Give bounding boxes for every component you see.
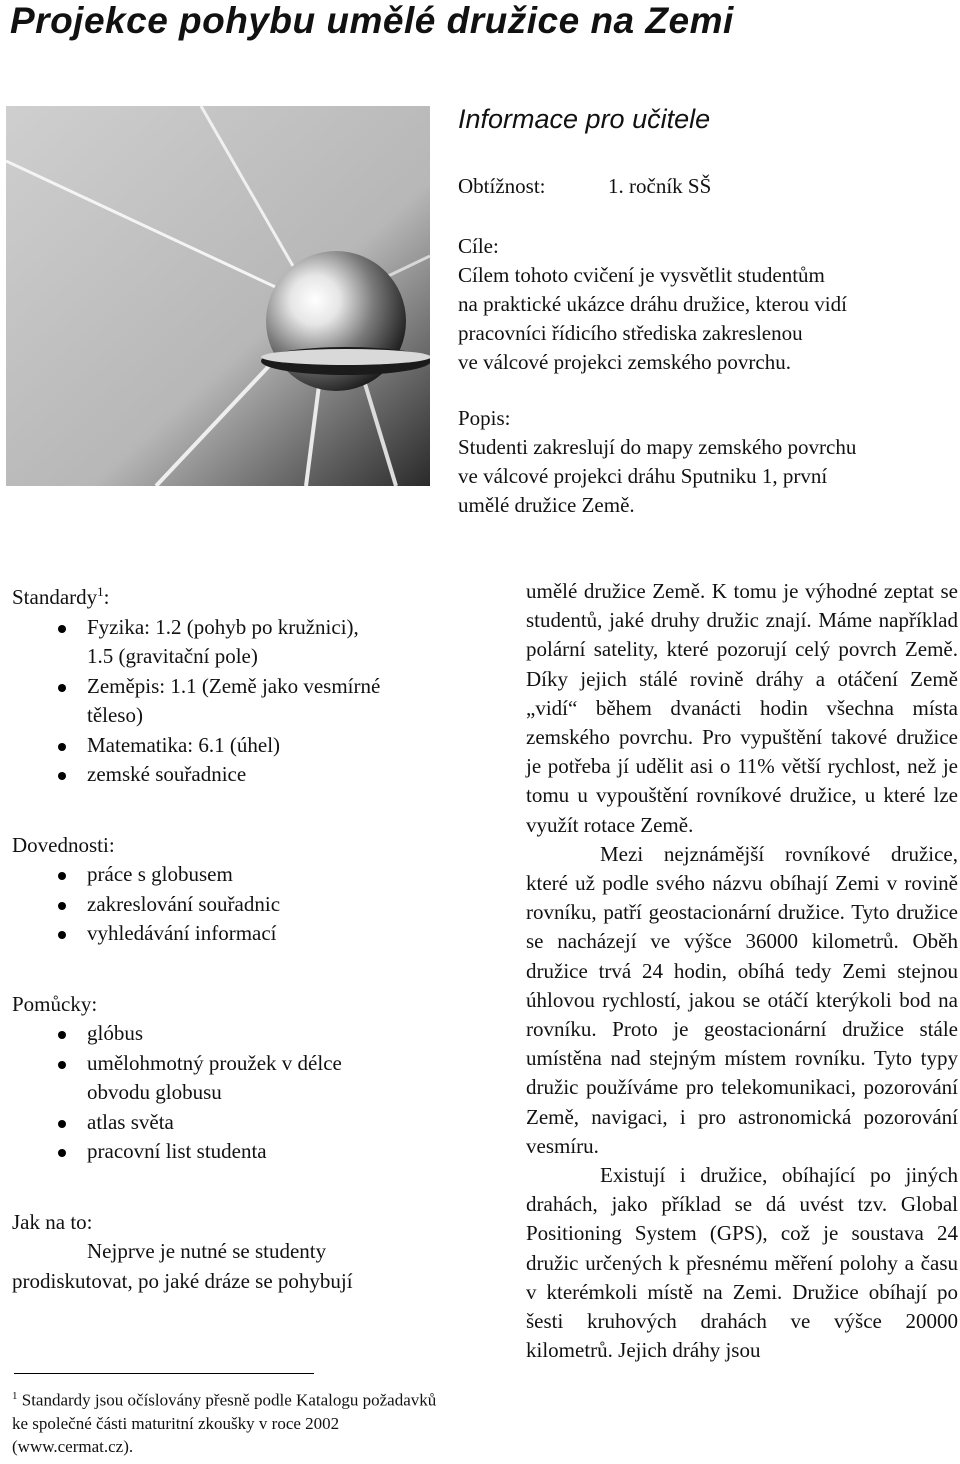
list-item: zemské souřadnice — [12, 760, 452, 790]
standards-heading-text: Standardy — [12, 585, 98, 609]
standards-colon: : — [103, 585, 110, 609]
tools-list — [12, 1019, 452, 1167]
paragraph: Existují i družice, obíhající po jiných drahách, jako příklad se dá uvést tzv. Global Positioning System (GPS), což je soustava 24 družic určených k přesnému měření polohy a času v kterémkoli místě na Zemi. Družice obíhají po šesti kruhových drahách ve výšce 20000 kilometrů. Jejich dráhy jsou — [526, 1163, 958, 1363]
list-item: vyhledávání informací — [12, 919, 452, 949]
standards-heading — [12, 577, 452, 613]
skills-heading: Dovednosti: — [12, 832, 115, 857]
howto-heading: Jak na to: — [12, 1209, 93, 1234]
sputnik-photo — [6, 106, 430, 486]
goals-heading: Cíle: — [458, 234, 499, 258]
footnote — [12, 1385, 452, 1458]
list-item: Fyzika: 1.2 (pohyb po kružnici), 1.5 (gravitační pole) — [12, 613, 387, 672]
list-item: umělohmotný proužek v délce obvodu globusu — [12, 1049, 387, 1108]
description-heading: Popis: — [458, 406, 511, 430]
description-line: umělé družice Země. — [458, 493, 635, 517]
list-item: glóbus — [12, 1019, 452, 1049]
goals-section — [458, 232, 847, 377]
skills-section — [12, 831, 452, 949]
footnote-text: Standardy jsou očíslovány přesně podle Katalogu požadavků ke společné části maturitní zkoušky v roce 2002 (www.cermat.cz). — [12, 1390, 437, 1456]
goals-line: ve válcové projekci zemského povrchu. — [458, 350, 791, 374]
goals-line: na praktické ukázce dráhu družice, kterou vidí — [458, 292, 847, 316]
left-column — [12, 577, 452, 1296]
tools-heading: Pomůcky: — [12, 991, 98, 1016]
list-item: Zeměpis: 1.1 (Země jako vesmírné těleso) — [12, 672, 407, 731]
list-item: atlas světa — [12, 1108, 452, 1138]
goals-line: Cílem tohoto cvičení je vysvětlit studentům — [458, 263, 825, 287]
standards-list — [12, 613, 452, 790]
list-item: zakreslování souřadnic — [12, 890, 452, 920]
goals-line: pracovníci řídicího střediska zakreslenou — [458, 321, 803, 345]
skills-list — [12, 860, 452, 949]
difficulty-label: Obtížnost: — [458, 174, 546, 198]
description-line: Studenti zakreslují do mapy zemského povrchu — [458, 435, 857, 459]
sputnik-illustration — [6, 106, 430, 486]
howto-line: prodiskutovat, po jaké dráze se pohybují — [12, 1268, 353, 1293]
page-title: Projekce pohybu umělé družice na Zemi — [10, 0, 734, 41]
paragraph: umělé družice Země. K tomu je výhodné zeptat se studentů, jaké druhy družic znají. Máme například polární satelity, které pozorují celý povrch Země. Díky jejich stálé rovině dráhy a otáčení Země „vidí“ během dvanácti hodin všechna místa zemského povrchu. Pro vypuštění takové družice je potřeba jí udělit asi o 11% větší rychlost, než je tomu u vypouštění rovníkové družice, u které lze využít rotace Země. — [526, 579, 958, 837]
difficulty-value: 1. ročník SŠ — [608, 174, 712, 198]
standards-section — [12, 577, 452, 790]
difficulty — [458, 172, 711, 201]
tools-section — [12, 990, 452, 1167]
list-item: Matematika: 6.1 (úhel) — [12, 731, 452, 761]
description-line: ve válcové projekci dráhu Sputniku 1, první — [458, 464, 828, 488]
footnote-ref: 1 — [97, 584, 104, 599]
right-column — [526, 577, 958, 1365]
teacher-info-heading: Informace pro učitele — [458, 104, 711, 134]
description-section — [458, 404, 856, 520]
howto-line: Nejprve je nutné se studenty — [87, 1239, 327, 1263]
footnote-mark: 1 — [12, 1390, 18, 1402]
paragraph: Mezi nejznámější rovníkové družice, které už podle svého názvu obíhají Zemi v rovině rovníku, patří geostacionární družice. Tyto družice se nacházejí ve výšce 36000 kilometrů. Oběh družice trvá 24 hodin, obíhá tedy Zemi stejnou úhlovou rychlostí, jakou se otáčí kterýkoli bod na rovníku. Proto je geostacionární družice stále umístěna nad stejným místem rovníku. Tyto typy družic používáme pro telekomunikaci, pozorování Země, navigaci, i pro astronomická pozorování vesmíru. — [526, 841, 958, 1158]
howto-section — [12, 1208, 452, 1297]
footnote-divider — [14, 1373, 314, 1374]
list-item: práce s globusem — [12, 860, 452, 890]
list-item: pracovní list studenta — [12, 1137, 452, 1167]
